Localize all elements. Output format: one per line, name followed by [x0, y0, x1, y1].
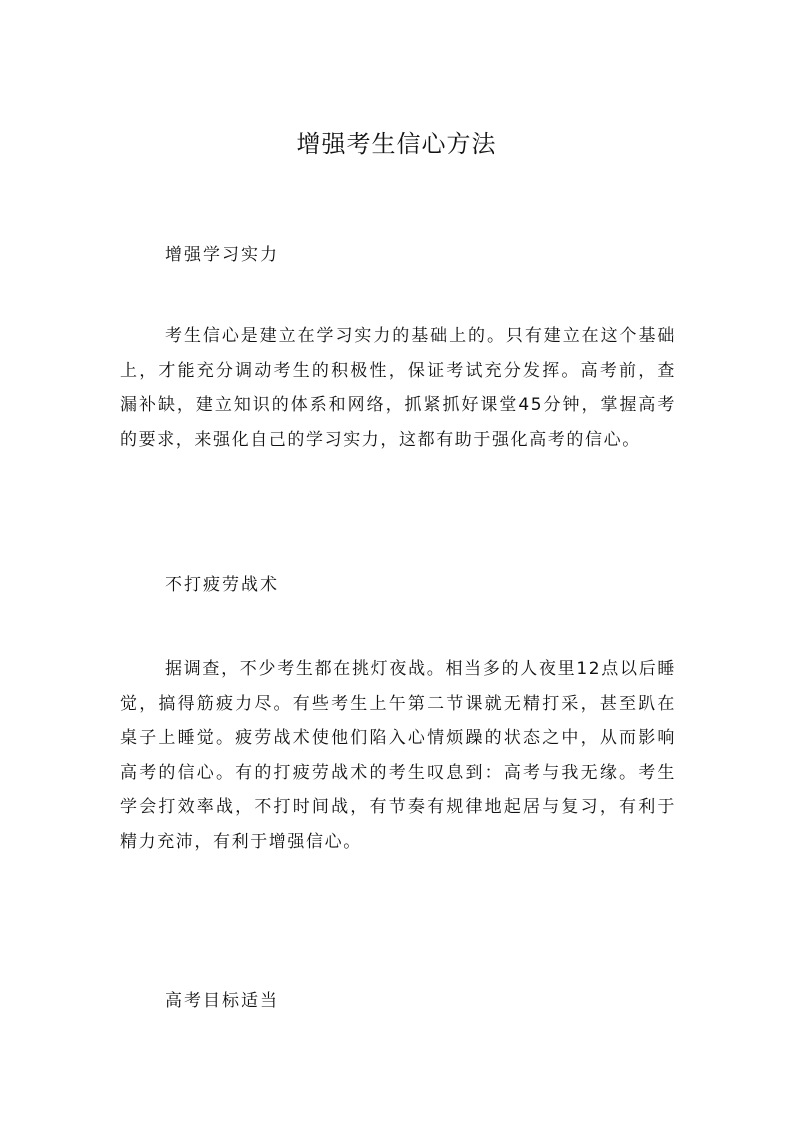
section-body-1: 考生信心是建立在学习实力的基础上的。只有建立在这个基础上，才能充分调动考生的积极性，保证考试充分发挥。高考前，查漏补缺，建立知识的体系和网络，抓紧抓好课堂45分钟，掌握高考的要求，来强化自己的学习实力，这都有助于强化高考的信心。 [120, 326, 676, 450]
section-body-2-container [120, 652, 676, 859]
section-body-2: 据调查，不少考生都在挑灯夜战。相当多的人夜里12点以后睡觉，搞得筋疲力尽。有些考生上午第二节课就无精打采，甚至趴在桌子上睡觉。疲劳战术使他们陷入心情烦躁的状态之中，从而影响高考的信心。有的打疲劳战术的考生叹息到：高考与我无缘。考生学会打效率战，不打时间战，有节奏有规律地起居与复习，有利于精力充沛，有利于增强信心。 [120, 659, 676, 852]
section-body-1-container [120, 319, 676, 457]
section-heading-1: 增强学习实力 [165, 245, 279, 265]
document-title: 增强考生信心方法 [296, 130, 497, 158]
section-heading-3: 高考目标适当 [165, 991, 279, 1011]
section-heading-2: 不打疲劳战术 [165, 575, 279, 595]
